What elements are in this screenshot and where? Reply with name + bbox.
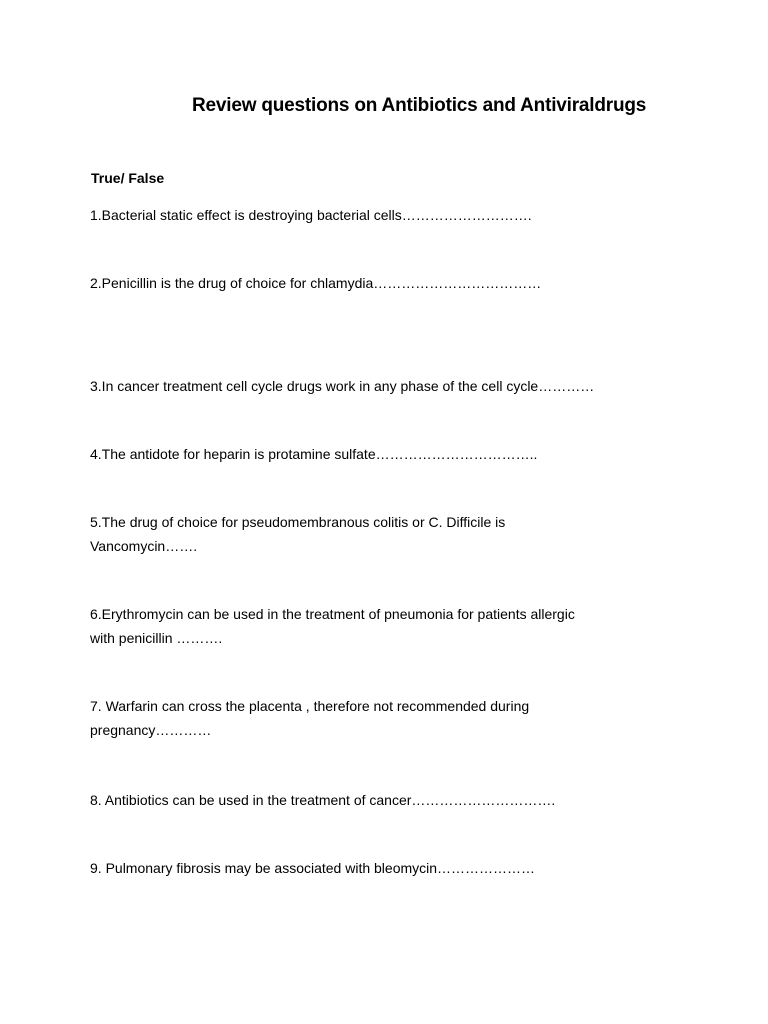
question-item [90, 271, 690, 295]
question-text: 3.In cancer treatment cell cycle drugs work in any phase of the cell cycle………… [90, 378, 595, 394]
question-text: 8. Antibiotics can be used in the treatment of cancer…………………………. [90, 792, 556, 808]
question-text: 2.Penicillin is the drug of choice for chlamydia……………………………… [90, 275, 542, 291]
question-item [90, 442, 690, 466]
question-text: 7. Warfarin can cross the placenta , therefore not recommended during [90, 698, 530, 714]
question-item [90, 510, 690, 558]
section-heading: True/ False [91, 170, 165, 186]
question-text: 6.Erythromycin can be used in the treatment of pneumonia for patients allergic [90, 606, 575, 622]
question-item [90, 203, 690, 227]
question-text: 1.Bacterial static effect is destroying bacterial cells………………………. [90, 207, 532, 223]
question-item [90, 788, 690, 812]
question-text: 9. Pulmonary fibrosis may be associated with bleomycin………………… [90, 860, 536, 876]
question-text-continued: with penicillin ………. [90, 630, 223, 646]
question-text: 4.The antidote for heparin is protamine sulfate…………………………….. [90, 446, 538, 462]
question-item [90, 602, 690, 650]
question-item [90, 374, 690, 398]
question-text-continued: Vancomycin……. [90, 538, 198, 554]
question-text: 5.The drug of choice for pseudomembranous colitis or C. Difficile is [90, 514, 506, 530]
question-text-continued: pregnancy………… [90, 722, 212, 738]
page-title: Review questions on Antibiotics and Antiviraldrugs [192, 95, 647, 116]
question-item [90, 694, 690, 742]
question-item [90, 856, 690, 880]
